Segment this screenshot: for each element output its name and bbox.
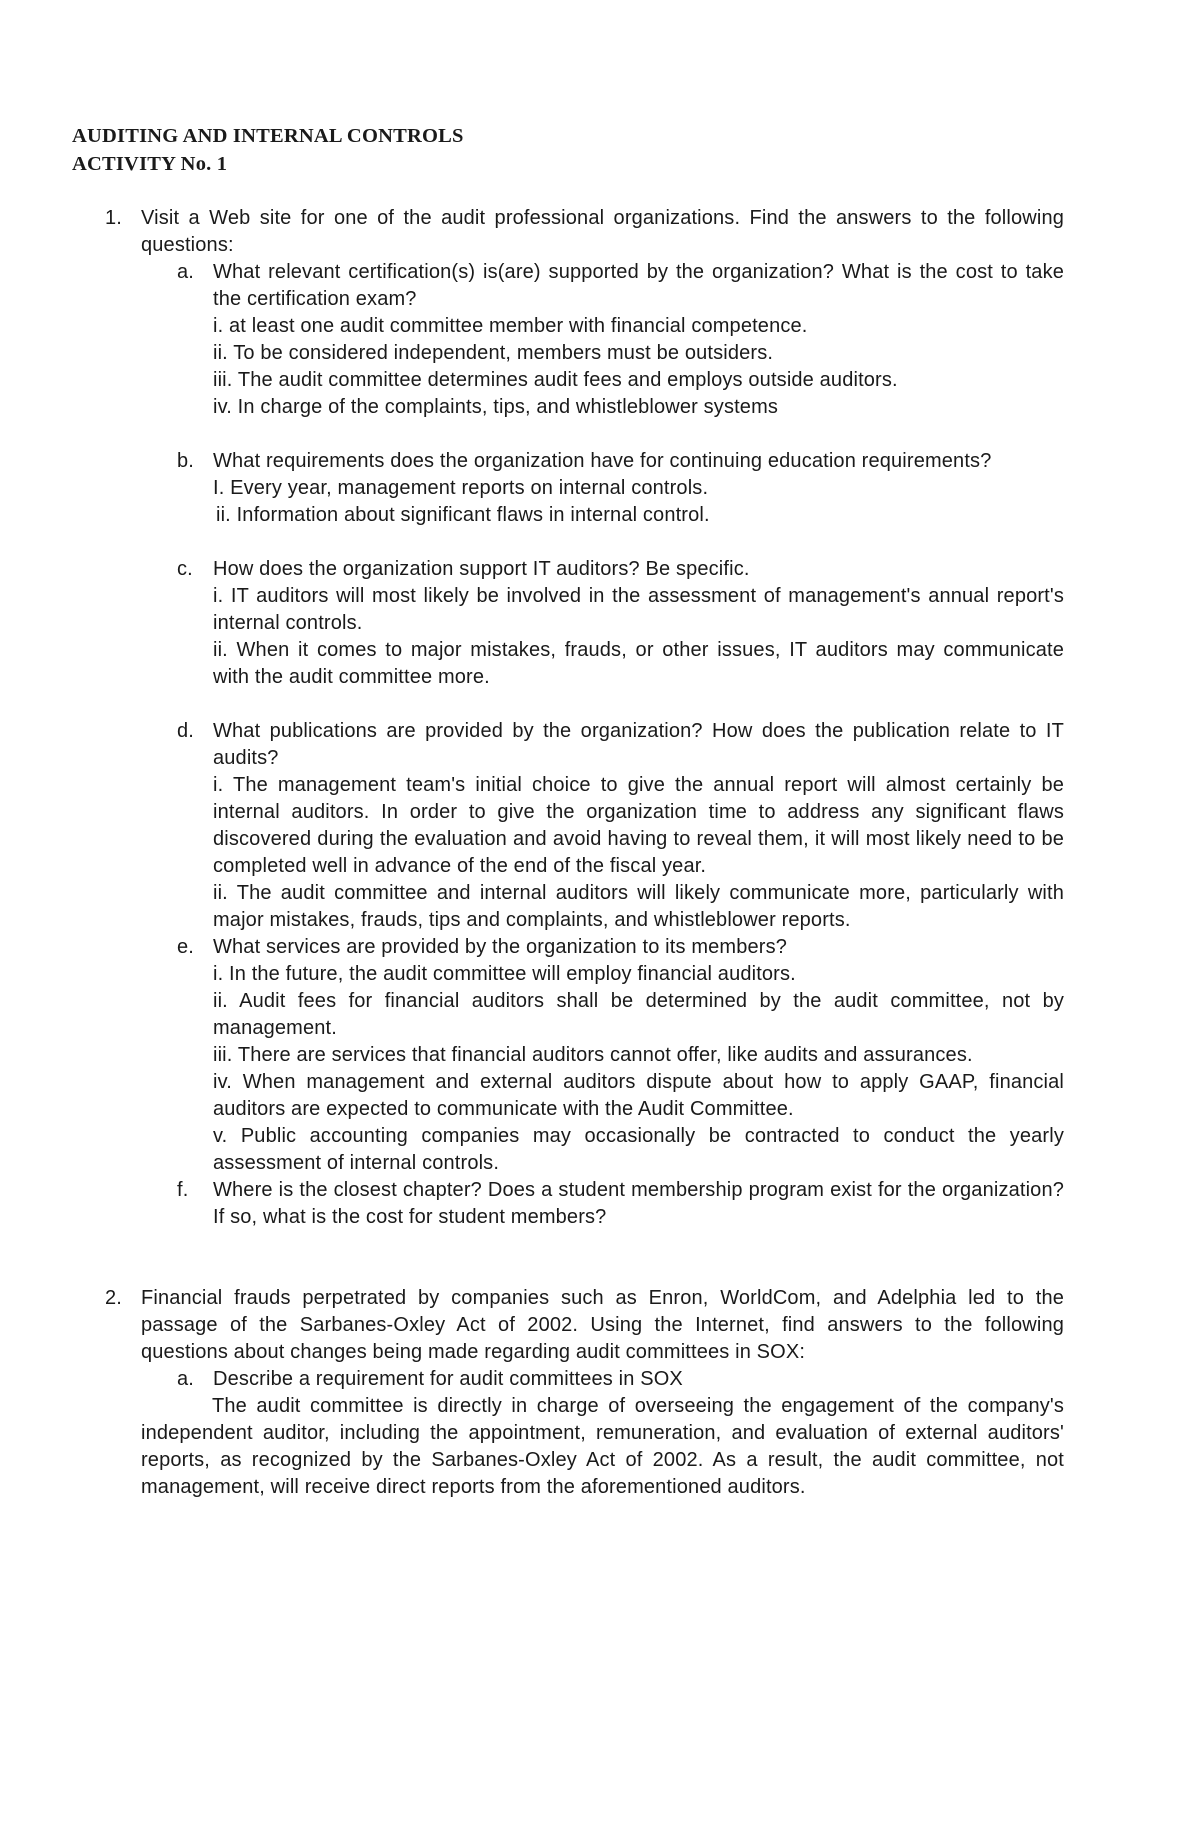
sub-question-letter: a.	[177, 261, 194, 283]
answer-item: iv. In charge of the complaints, tips, and whistleblower systems	[213, 396, 779, 418]
sub-question-d	[141, 718, 1064, 934]
document-page	[72, 122, 1132, 1501]
sub-question-letter: f.	[177, 1179, 189, 1201]
answer-item: iii. There are services that financial auditors cannot offer, like audits and assurances.	[213, 1044, 973, 1066]
sub-question-text: What services are provided by the organization to its members?	[213, 936, 788, 958]
question-text: Visit a Web site for one of the audit professional organizations. Find the answers to the following questions:	[141, 207, 1064, 256]
document-body	[72, 205, 1132, 1501]
sox-answer-paragraph: The audit committee is directly in charge of overseeing the engagement of the company's independent auditor, including the appointment, remuneration, and evaluation of external auditors' reports, as recognized by the Sarbanes-Oxley Act of 2002. As a result, the audit committee, not management, will receive direct reports from the aforementioned auditors.	[141, 1395, 1064, 1498]
answer-item: ii. Audit fees for financial auditors shall be determined by the audit committee, not by management.	[213, 990, 1064, 1039]
sub-question-e	[141, 934, 1064, 1177]
document-title: AUDITING AND INTERNAL CONTROLS	[72, 125, 464, 147]
answer-item: iii. The audit committee determines audit fees and employs outside auditors.	[213, 369, 898, 391]
sub-question-letter: c.	[177, 558, 193, 580]
question-text: Financial frauds perpetrated by companies such as Enron, WorldCom, and Adelphia led to the passage of the Sarbanes-Oxley Act of 2002. Using the Internet, find answers to the following questions about changes being made regarding audit committees in SOX:	[141, 1287, 1064, 1363]
answer-item: ii. The audit committee and internal auditors will likely communicate more, particularly with major mistakes, frauds, tips and complaints, and whistleblower reports.	[213, 882, 1064, 931]
question-1	[72, 205, 1064, 1231]
sub-question-text: What relevant certification(s) is(are) supported by the organization? What is the cost to take the certification exam?	[213, 261, 1064, 310]
sub-question-text: What requirements does the organization have for continuing education requirements?	[213, 450, 992, 472]
answer-item: i. at least one audit committee member with financial competence.	[213, 315, 808, 337]
sub-question-a	[141, 259, 1064, 421]
answer-item: i. In the future, the audit committee will employ financial auditors.	[213, 963, 796, 985]
sub-question-text: Where is the closest chapter? Does a student membership program exist for the organization? If so, what is the cost for student members?	[213, 1179, 1064, 1228]
sub-question-letter: e.	[177, 936, 194, 958]
question-number: 2.	[105, 1287, 122, 1309]
sub-question-c	[141, 556, 1064, 691]
answer-item: ii. When it comes to major mistakes, frauds, or other issues, IT auditors may communicate with the audit committee more.	[213, 639, 1064, 688]
answer-item: ii. Information about significant flaws in internal control.	[216, 504, 710, 526]
answer-item: v. Public accounting companies may occasionally be contracted to conduct the yearly assessment of internal controls.	[213, 1125, 1064, 1174]
answer-item: ii. To be considered independent, members must be outsiders.	[213, 342, 774, 364]
sub-question-a	[141, 1366, 1064, 1393]
sub-question-letter: b.	[177, 450, 194, 472]
sub-question-text: How does the organization support IT auditors? Be specific.	[213, 558, 750, 580]
sub-question-text: What publications are provided by the organization? How does the publication relate to IT audits?	[213, 720, 1064, 769]
sub-question-letter: d.	[177, 720, 194, 742]
answer-item: iv. When management and external auditors dispute about how to apply GAAP, financial auditors are expected to communicate with the Audit Committee.	[213, 1071, 1064, 1120]
activity-number: ACTIVITY No. 1	[72, 153, 228, 175]
answer-item: I. Every year, management reports on internal controls.	[213, 477, 709, 499]
sub-question-f	[141, 1177, 1064, 1231]
sub-question-text: Describe a requirement for audit committees in SOX	[213, 1368, 683, 1390]
answer-item: i. The management team's initial choice to give the annual report will almost certainly be internal auditors. In order to give the organization time to address any significant flaws discovered during the evaluation and avoid having to reveal them, it will most likely need to be completed well in advance of the end of the fiscal year.	[213, 774, 1064, 877]
sub-question-b	[141, 448, 1064, 529]
question-2	[72, 1285, 1064, 1501]
question-number: 1.	[105, 207, 122, 229]
answer-item: i. IT auditors will most likely be involved in the assessment of management's annual report's internal controls.	[213, 585, 1064, 634]
sub-question-letter: a.	[177, 1368, 194, 1390]
